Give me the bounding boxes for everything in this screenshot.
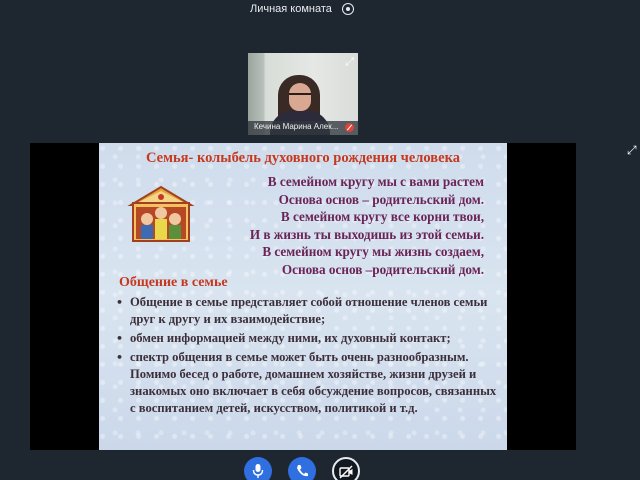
phone-icon [295, 463, 309, 479]
slide-poem [250, 173, 484, 278]
bullet-item: • спектр общения в семье может быть очень разнообразным. Помимо бесед о работе, домашнем хозяйстве, жизни друзей и знакомых оно включает в себя обсуждение вопросов, связанных с воспитанием детей, искусством, политикой и т.д. [115, 349, 500, 417]
poem-line: Основа основ –родительский дом. [281, 261, 484, 277]
poem-line: Основа основ – родительский дом. [278, 191, 484, 207]
family-house-illustration [121, 183, 201, 243]
participant-glasses [289, 93, 311, 98]
microphone-icon [251, 463, 265, 479]
microphone-button[interactable] [244, 457, 272, 480]
poem-line: В семейном кругу мы жизнь создаем, [262, 244, 484, 259]
screen-share-stage [30, 143, 576, 450]
participant-name: Кечина Марина Алек... [254, 122, 339, 131]
expand-icon[interactable]: ⤢ [345, 55, 354, 68]
participant-name-bar [248, 121, 358, 135]
room-title: Личная комната [250, 3, 332, 15]
bullet-item: • обмен информацией между ними, их духовный контакт; [115, 330, 500, 347]
poem-line: И в жизнь ты выходишь из этой семьи. [249, 226, 484, 242]
expand-icon[interactable]: ⤢ [627, 143, 637, 157]
section-title: Общение в семье [119, 275, 228, 290]
camera-toggle-button[interactable] [332, 457, 360, 480]
participant-video-tile[interactable] [248, 53, 358, 135]
bullet-list [115, 294, 500, 419]
poem-line: В семейном кругу все корни твои, [280, 209, 484, 224]
record-icon[interactable] [342, 3, 354, 15]
mic-muted-icon [345, 123, 354, 132]
bullet-item: • Общение в семье представляет собой отношение членов семьи друг к другу и их взаимодействие; [115, 294, 500, 328]
camera-off-icon [339, 464, 353, 480]
presentation-slide [99, 143, 507, 450]
end-call-button[interactable] [288, 457, 316, 480]
top-bar [0, 0, 640, 20]
poem-line: В семейном кругу мы с вами растем [267, 174, 484, 189]
slide-title: Семья- колыбель духовного рождения человека [146, 150, 460, 166]
